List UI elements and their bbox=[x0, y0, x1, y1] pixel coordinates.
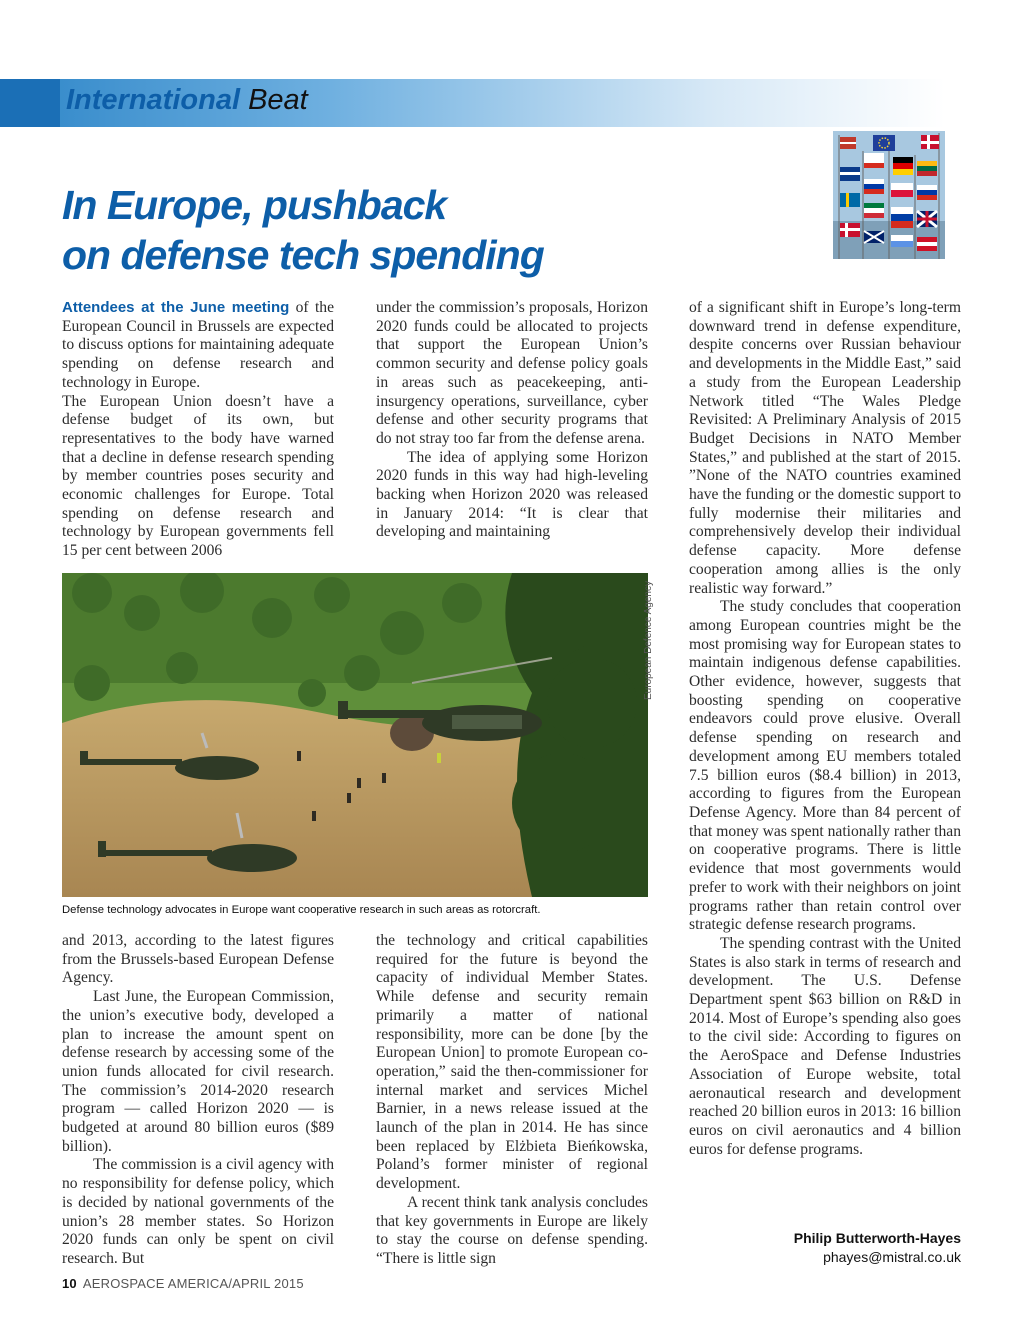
lead-paragraph bbox=[62, 299, 334, 393]
publication-info: AEROSPACE AMERICA/APRIL 2015 bbox=[82, 1276, 304, 1291]
paragraph: the technology and critical capabilities required for the future is beyond the capacity of individual Member States. While defense and security remain primarily a matter of national responsibility, more can be done [by the European Union] to promote European co-operation,” said the then-commissioner for internal market and services Michel Barnier, in a news release issued at the launch of the plan in 2014. He has since been replaced by Elżbieta Bieńkowska, Poland’s former minister of regional development. bbox=[376, 932, 648, 1193]
paragraph: The spending contrast with the United States is also stark in terms of research and development. The U.S. Defense Department spent $63 billion on R&D in 2014. Most of Europe’s spending also goes to the civil side: According to figures on the AeroSpace and Defense Industries Association of Europe website, total aeronautical research and development reached 20 billion euros in 2013: 16 billion euros on civil aeronautics and 4 billion euros for defense programs. bbox=[689, 934, 961, 1158]
paragraph: The study concludes that cooperation among European countries might be the most promising way for European states to maintain indigenous defense capabilities. Other evidence, however, suggests that boosting spending on cooperative endeavors could prove elusive. Overall defense spending on research and development among EU members totaled 7.5 billion euros ($8.4 billion) in 2013, according to figures from the European Defense Agency. More than 84 percent of that money was spent nationally rather than on cooperative programs. There is little evidence that most governments would prefer to work with their neighbors on joint programs rather than retain control over strategic defense research programs. bbox=[689, 598, 961, 934]
column-1-top bbox=[62, 299, 334, 561]
byline-author: Philip Butterworth-Hayes bbox=[793, 1230, 961, 1246]
paragraph: and 2013, according to the latest figures from the Brussels-based European Defense Agency. bbox=[62, 932, 334, 987]
paragraph: A recent think tank analysis concludes that key governments in Europe are likely to stay the course on defense spending. “There is little sign bbox=[376, 1193, 648, 1267]
headline-line-1: In Europe, pushback bbox=[62, 182, 447, 228]
section-banner-block bbox=[0, 79, 60, 127]
headline-line-2: on defense tech spending bbox=[62, 232, 544, 278]
paragraph: under the commission’s proposals, Horizon 2020 funds could be allocated to projects that support the European Union’s common security and defense policy goals in areas such as peacekeeping, anti-insurgency operations, surveillance, cyber defense and other security programs that do not stray too far from the defense arena. bbox=[376, 299, 648, 447]
page-number: 10 bbox=[62, 1276, 77, 1291]
section-title-light: Beat bbox=[248, 84, 308, 116]
flags-image bbox=[833, 131, 945, 259]
column-2-bottom bbox=[376, 932, 648, 1269]
lead-in: Attendees at the June meeting bbox=[62, 299, 290, 316]
column-3 bbox=[689, 299, 961, 1159]
section-title-bold: International bbox=[66, 84, 241, 116]
page-footer bbox=[62, 1276, 304, 1291]
paragraph: The commission is a civil agency with no responsibility for defense policy, which is decided by national governments of the union’s 28 member states. So Horizon 2020 funds can only be spent on civil research. But bbox=[62, 1156, 334, 1267]
paragraph: Last June, the European Commission, the union’s executive body, developed a plan to increase the amount spent on defense research by accessing some of the union funds allocated for civil research. The commission’s 2014-2020 research program — called Horizon 2020 — is budgeted at around 80 billion euros ($89 billion). bbox=[62, 988, 334, 1155]
column-2-top bbox=[376, 299, 648, 542]
paragraph: of the European Council in Brussels are expected to discuss options for maintaining adequate spending on defense research and technology in Europe. bbox=[62, 299, 335, 391]
paragraph: of a significant shift in Europe’s long-term downward trend in defense expenditure, despite concerns over Russian behaviour and developments in the Middle East,” said a study from the European Leadership Network titled “The Wales Pledge Revisited: A Preliminary Analysis of 2015 Budget Decisions in NATO Member States,” and published at the start of 2015. ”None of the NATO countries examined have the funding or the domestic support to fully modernise their militaries and comprehensively develop their individual defense capacity. More defense cooperation among allies is the only realistic way forward.” bbox=[689, 299, 961, 597]
column-1-bottom bbox=[62, 932, 334, 1269]
paragraph: The idea of applying some Horizon 2020 funds in this way had high-leveling backing when Horizon 2020 was released in January 2014: “It is clear that developing and maintaining bbox=[376, 448, 648, 541]
photo-caption: Defense technology advocates in Europe want cooperative research in such areas as rotorcraft. bbox=[62, 904, 541, 916]
helicopter-photo bbox=[62, 573, 648, 897]
paragraph: The European Union doesn’t have a defense budget of its own, but representatives to the body have warned that a decline in defense research spending by member countries poses security and economic challenges for Europe. Total spending on defense research and technology by European governments fell 15 per cent between 2006 bbox=[62, 392, 334, 560]
headline bbox=[62, 180, 762, 280]
byline-email[interactable]: phayes@mistral.co.uk bbox=[823, 1249, 961, 1265]
section-title bbox=[66, 82, 308, 118]
